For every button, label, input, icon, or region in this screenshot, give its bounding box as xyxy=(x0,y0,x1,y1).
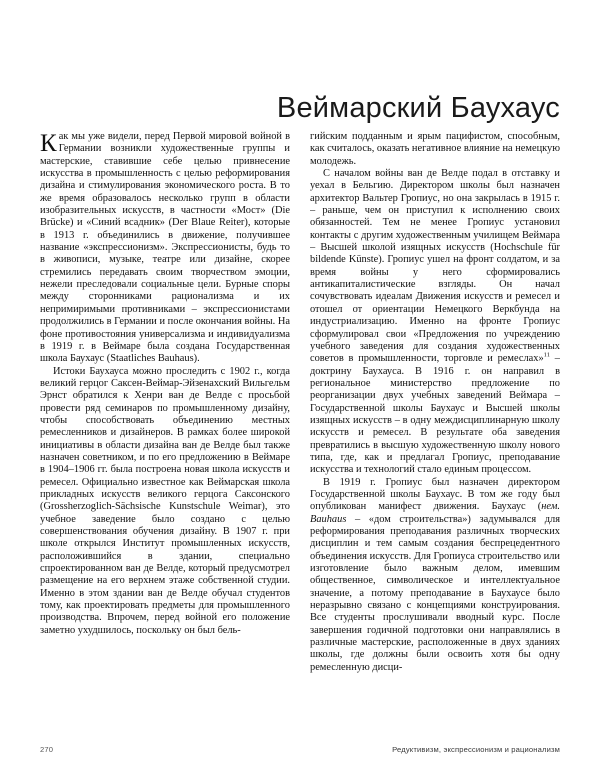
paragraph-continuation-text: гийским подданным и ярым пацифистом, способным, как считалось, оказать негативное влияние на немецкую молодежь. xyxy=(310,131,560,167)
running-head: Редуктивизм, экспрессионизм и рационализм xyxy=(392,745,560,754)
right-column xyxy=(310,131,560,727)
paragraph-manifesto-text-before: В 1919 г. Гропиус был назначен директором Государственной школы Баухаус. В том же году был опубликован манифест движения. Баухаус ( xyxy=(310,476,560,513)
page-title: Веймарский Баухаус xyxy=(276,92,560,125)
paragraph-intro xyxy=(40,131,290,366)
paragraph-intro-text: ак мы уже видели, перед Первой мировой войной в Германии возникли художественные группы и мастерские, ставившие себе целью привнесение искусства в промышленность с целью реформирования дизайна и стимулирования экономического роста. В то же время образовалось несколько групп в области изобразительных искусств, в частности «Мост» (Die Brücke) и «Синий всадник» (Der Blaue Reiter), которые в 1913 г. объединились в движение, получившее название «экспрессионизм». Экспрессионисты, будь то в живописи, музыке, театре или дизайне, скорее стремились передавать своим творчеством эмоции, нежели преследовали социальные цели. Бурные споры между сторонниками рационализма и их непримиримыми противниками – экспрессионистами продолжились в Германии и после окончания войны. На фоне противостояния универсализма и индивидуализма в 1919 г. в Веймаре была создана Государственная школа Баухаус (Staatliches Bauhaus). xyxy=(40,131,290,365)
paragraph-manifesto-text-after: – «дом строительства») задумывался для реформирования преподавания различных творческих дисциплин и тем самым создания беспрецедентного объединения искусств. Для Гропиуса строительство или изготовление было важным делом, имевшим общественное, символическое и интеллектуальное значение, а потому преподавание в Баухаусе было неразрывно связано с концепциями конструирования. Все студенты прослушивали вводный курс. После завершения годичной подготовки они направлялись в различные мастерские, расположенные в двух зданиях школы, где должны были освоить хотя бы одну ремесленную дисци- xyxy=(310,513,560,673)
paragraph-continuation xyxy=(310,131,560,168)
body-columns xyxy=(40,131,560,727)
footnote-reference-marker[interactable]: 11 xyxy=(543,351,551,359)
german-term-italic: Bauhaus xyxy=(310,513,347,525)
paragraph-gropius-war-text-after: – доктрину Баухауса. В 1916 г. он направил в региональное министерство предложение по реорганизации двух учебных заведений Веймара – Государственной школы Баухаус и Высшей школы изящных искусств – в одну междисциплинарную школу искусств и ремесел. В результате оба заведения превратились в высшую художественную школу нового типа, где, как и предлагал Гропиус, преподавание искусства и технологий стало единым процессом. xyxy=(310,353,560,476)
paragraph-manifesto xyxy=(310,477,560,675)
paragraph-bauhaus-origins xyxy=(40,366,290,638)
paragraph-gropius-war-text-before: С началом войны ван де Велде подал в отставку и уехал в Бельгию. Директором школы был назначен архитектор Вальтер Гропиус, но она закрылась в 1915 г. – раньше, чем он приступил к исполнению своих обязанностей. Тем не менее Гропиус установил контакты с другим художественным училищем Веймара – Высшей школой изящных искусств (Hochschule für bildende Künste). Гропиус ушел на фронт солдатом, и за время войны у него сформировались антикапиталистические взгляды. Он начал сочувствовать идеалам Движения искусств и ремесел и отошел от ориентации Немецкого Веркбунда на индустриализацию. Именно на фронте Гропиус сформулировал свои «Предложения по учреждению учебного заведения для создания художественных советов в промышленности, торговле и ремеслах» xyxy=(310,168,560,365)
language-abbreviation-italic: нем. xyxy=(541,501,560,513)
paragraph-bauhaus-origins-text: Истоки Баухауса можно проследить с 1902 г., когда великий герцог Саксен-Веймар-Эйзенахский Вильгельм Эрнст обратился к Хенри ван де Велде с просьбой провести ряд семинаров по промышленному дизайну, чтобы способствовать объединению местных ремесленников и дизайнеров. В рамках более широкой инициативы в области дизайна ван де Велде был также назначен советником, и по его предложению в Веймаре в 1904–1906 гг. была построена новая школа искусств и ремесел. Официально известное как Веймарская школа прикладных искусств великого герцога Саксонского (Grossherzoglich-Sächsische Kunstschule Weimar), это учебное заведение было создано с целью совершенствования обучения дизайну. В 1907 г. при школе открылся Институт промышленных искусств, расположившийся в здании, специально спроектированном ван де Велде, который предусмотрел размещение на его верхнем этаже собственной студии. Именно в этом здании ван де Велде обучал студентов тому, как проектировать предметы для промышленного производства. Впрочем, перед войной его положение заметно ухудшилось, поскольку он был бель- xyxy=(40,365,290,636)
page-number: 270 xyxy=(40,745,54,754)
drop-cap-letter: К xyxy=(40,131,57,157)
page-footer xyxy=(40,745,560,754)
paragraph-gropius-war xyxy=(310,168,560,477)
left-column xyxy=(40,131,290,727)
